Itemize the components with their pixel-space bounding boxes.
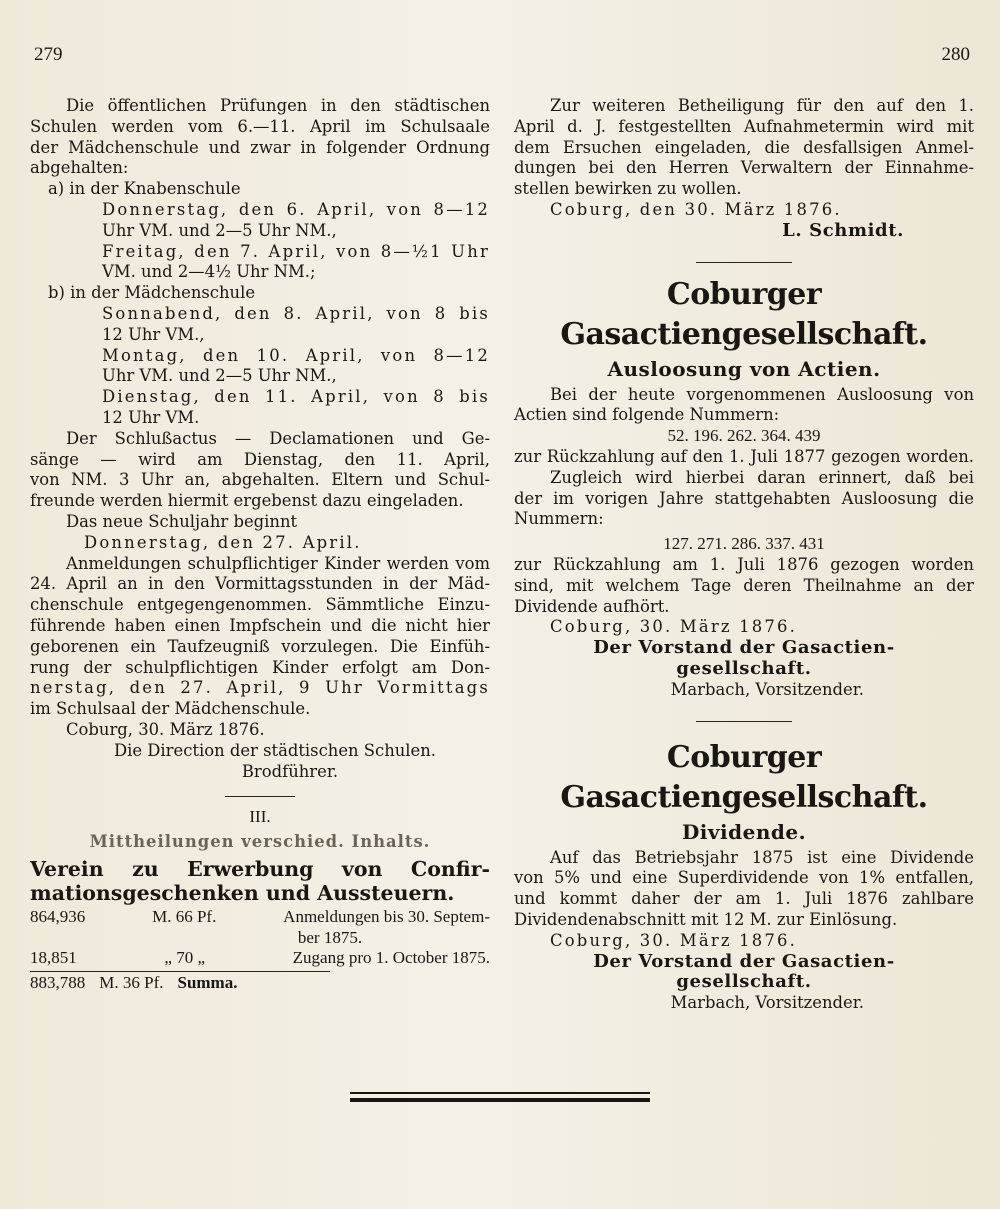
exam-notice-intro [30, 96, 490, 179]
description-cell: Zugang pro 1. October 1875. [292, 948, 490, 968]
drawn-numbers: 127. 271. 286. 337. 431 [663, 534, 825, 554]
text-line: Dividendenabschnitt mit 12 M. zur Einlösung. [514, 909, 898, 929]
thin-rule [350, 1092, 650, 1094]
text-line: und kommt daher der am 1. Juli 1876 zahlbare [514, 889, 974, 909]
schedule-line: VM. und 2—4½ Uhr NM.; [102, 262, 316, 282]
text-line: führende haben einen Impfschein und die nicht hier [30, 615, 490, 635]
schedule-line: Uhr VM. und 2—5 Uhr NM., [102, 366, 337, 386]
unit-cell: M. 36 Pf. [99, 973, 164, 993]
text-line: Bei der heute vorgenommenen Ausloosung von [550, 384, 974, 404]
section-divider [696, 262, 792, 263]
notice-signature: L. Schmidt. [782, 219, 904, 241]
text-line: Donnerstag, den 27. April. [84, 532, 362, 552]
text-line: Anmeldungen schulpflichtiger Kinder werden vom [66, 553, 490, 573]
school-year-paragraph [30, 512, 490, 554]
dividend-paragraph [514, 848, 974, 931]
text-line: nerstag, den 27. April, 9 Uhr Vormittags [30, 678, 490, 698]
section-b-schedule [30, 304, 490, 429]
text-line: Das neue Schuljahr beginnt [66, 511, 298, 531]
reminder-paragraph [514, 447, 974, 530]
section-a-schedule [30, 200, 490, 283]
text-line: Die öffentlichen Prüfungen in den städtischen [66, 96, 490, 115]
page-number-right: 280 [941, 44, 970, 65]
schedule-line: Freitag, den 7. April, von 8—½1 Uhr [102, 241, 490, 261]
text-line: sänge — wird am Dienstag, den 11. April, [30, 449, 490, 469]
thick-rule [350, 1098, 650, 1102]
text-line: dungen bei den Herren Verwaltern der Einnahme- [514, 158, 974, 178]
text-line: abgehalten: [30, 158, 129, 178]
announcement-heading: Ausloosung von Actien. [607, 356, 881, 381]
board-signature [514, 638, 974, 680]
company-heading: Coburger Gasactiengesellschaft. [560, 276, 928, 352]
notice-signer: Marbach, Vorsitzender. [670, 679, 864, 699]
notice-signature: Die Direction der städtischen Schulen. [113, 740, 437, 760]
text-line: Der Schlußactus — Declamationen und Ge- [66, 428, 490, 448]
amount-cell: 864,936 [30, 906, 86, 926]
schedule-line: Dienstag, den 11. April, von 8 bis [102, 387, 490, 407]
section-divider [696, 721, 792, 722]
schedule-line: 12 Uhr VM. [102, 407, 200, 427]
section-divider [225, 796, 295, 797]
page-number-left: 279 [34, 44, 63, 65]
text-line: Zugleich wird hierbei daran erinnert, daß bei [550, 467, 974, 487]
repayment-paragraph [514, 555, 974, 617]
text-line: zur Rückzahlung am 1. Juli 1876 gezogen worden [514, 554, 974, 574]
notice-date: Coburg, 30. März 1876. [550, 930, 798, 950]
text-line: zur Rückzahlung auf den 1. Juli 1877 gezogen worden. [514, 446, 974, 466]
signature-line: gesellschaft. [676, 657, 812, 679]
text-line: stellen bewirken zu wollen. [514, 179, 742, 199]
table-row [30, 928, 490, 949]
schedule-line: Sonnabend, den 8. April, von 8 bis [102, 303, 490, 323]
text-line: Nummern: [514, 509, 604, 529]
text-line: im Schulsaal der Mädchenschule. [30, 699, 311, 719]
left-column [30, 96, 490, 994]
text-line: chenschule entgegengenommen. Sämmtliche Einzu- [30, 595, 490, 615]
text-line: dem Ersuchen eingeladen, die desfallsigen Anmel- [514, 137, 974, 157]
text-line: von NM. 3 Uhr an, abgehalten. Eltern und Schul- [30, 470, 490, 490]
amount-cell: 883,788 [30, 973, 86, 993]
description-cell: Anmeldungen bis 30. Septem- [283, 906, 490, 926]
text-line: Auf das Betriebsjahr 1875 ist eine Dividende [550, 847, 974, 867]
section-number: III. [249, 807, 271, 827]
text-line: der Mädchenschule und zwar in folgender Ordnung [30, 137, 490, 157]
registration-invitation [514, 96, 974, 200]
section-b-heading: b) in der Mädchenschule [48, 283, 256, 303]
company-heading: Coburger Gasactiengesellschaft. [560, 739, 928, 815]
text-line: rung der schulpflichtigen Kinder erfolgt am Don- [30, 657, 490, 677]
text-line: Schulen werden vom 6.—11. April im Schulsaale [30, 116, 490, 136]
drawing-paragraph [514, 385, 974, 427]
text-line: freunde werden hiermit ergebenst dazu eingeladen. [30, 491, 464, 511]
registration-paragraph [30, 554, 490, 720]
table-row [30, 948, 490, 969]
notice-date: Coburg, 30. März 1876. [66, 719, 265, 739]
table-sum-row [30, 971, 330, 994]
text-line: geborenen ein Taufzeugniß vorzulegen. Die Einfüh- [30, 636, 490, 656]
text-line: der im vorigen Jahre stattgehabten Ausloosung die [514, 488, 974, 508]
schedule-line: Montag, den 10. April, von 8—12 [102, 345, 490, 365]
heading-line: mationsgeschenken und Aussteuern. [30, 880, 455, 905]
announcement-heading: Dividende. [681, 819, 807, 844]
signature-line: Der Vorstand der Gasactien- [593, 637, 895, 659]
section-a-heading: a) in der Knabenschule [48, 179, 241, 199]
text-line: 24. April an in den Vormittagsstunden in der Mäd- [30, 574, 490, 594]
text-line: von 5% und eine Superdividende von 1% entfallen, [514, 868, 974, 888]
text-line: April d. J. festgestellten Aufnahmetermin wird mit [514, 116, 974, 136]
table-row [30, 907, 490, 928]
page-end-rule [350, 1092, 650, 1102]
verein-accounts-table [30, 907, 490, 994]
unit-cell: M. 66 Pf. [152, 906, 217, 926]
schedule-line: 12 Uhr VM., [102, 324, 205, 344]
description-cell: ber 1875. [297, 927, 363, 947]
closing-ceremony-paragraph [30, 429, 490, 512]
amount-cell: 18,851 [30, 948, 77, 968]
unit-cell: „ 70 „ [164, 948, 205, 968]
text-line: Zur weiteren Betheiligung für den auf den 1. [550, 96, 974, 115]
heading-line: Verein zu Erwerbung von Confir- [30, 856, 490, 881]
board-signature [514, 952, 974, 994]
right-column [514, 96, 974, 1014]
schedule-line: Donnerstag, den 6. April, von 8—12 [102, 199, 490, 219]
notice-date: Coburg, den 30. März 1876. [550, 199, 842, 219]
signature-line: gesellschaft. [676, 971, 812, 993]
signature-line: Der Vorstand der Gasactien- [593, 950, 895, 972]
notice-date: Coburg, 30. März 1876. [550, 617, 798, 637]
verein-heading [30, 857, 490, 905]
text-line: Actien sind folgende Nummern: [514, 405, 780, 425]
section-title: Mittheilungen verschied. Inhalts. [89, 832, 431, 852]
drawn-numbers: 52. 196. 262. 364. 439 [667, 426, 821, 446]
text-line: Dividende aufhört. [514, 596, 670, 616]
notice-signer: Brodführer. [241, 761, 339, 781]
notice-signer: Marbach, Vorsitzender. [670, 993, 864, 1013]
schedule-line: Uhr VM. und 2—5 Uhr NM., [102, 220, 337, 240]
description-cell: Summa. [177, 973, 238, 993]
text-line: sind, mit welchem Tage deren Theilnahme an der [514, 575, 974, 595]
